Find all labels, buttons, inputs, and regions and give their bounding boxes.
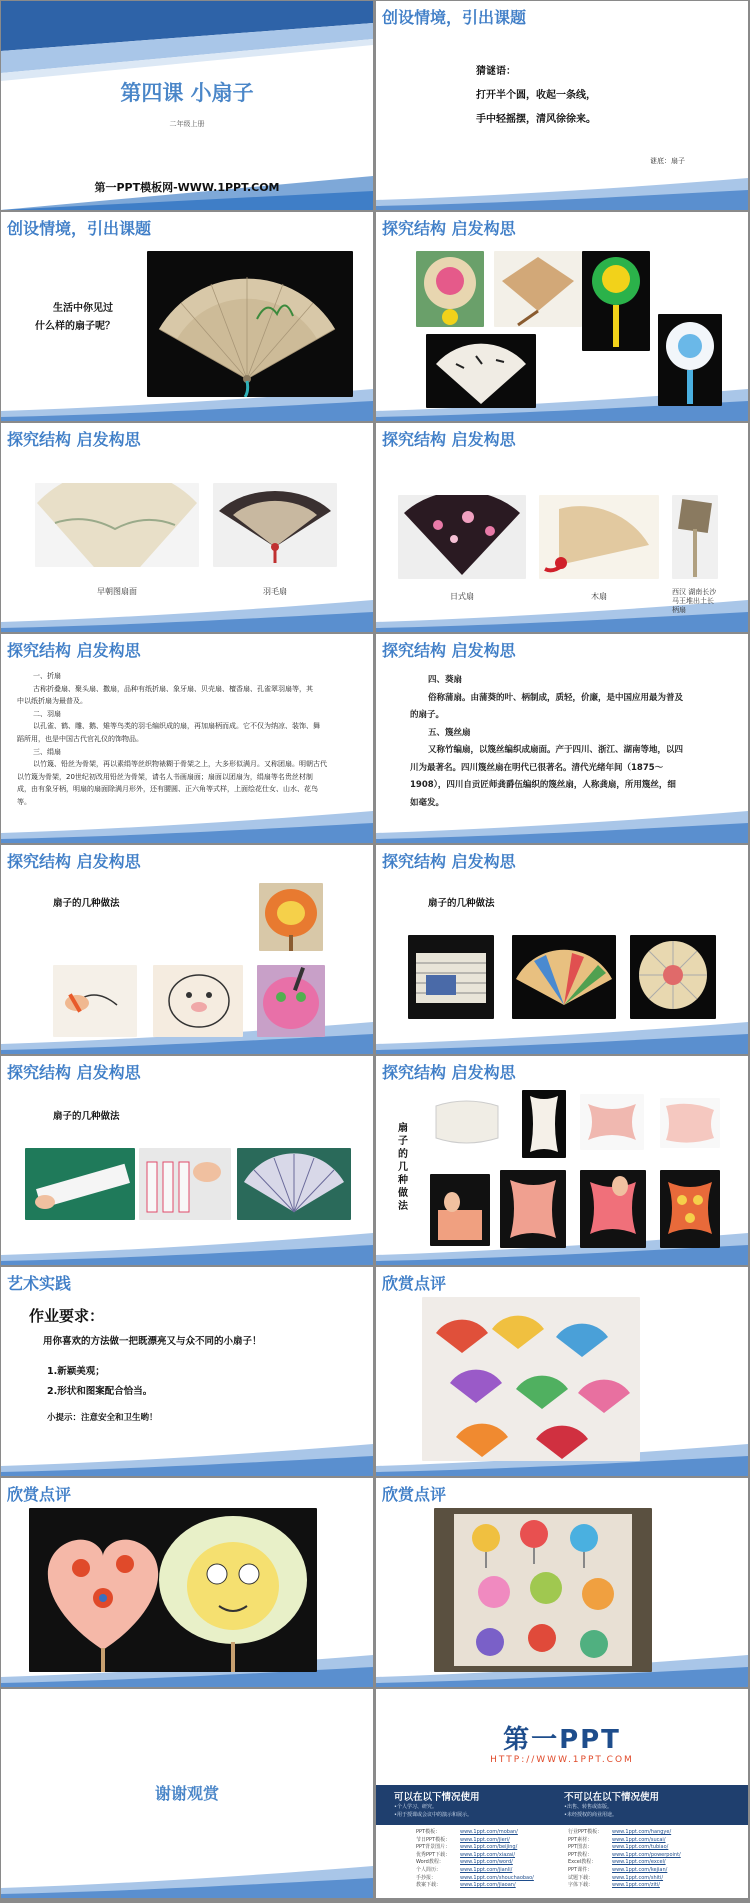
duck-fan-image [582,251,650,351]
paper-shape-1-image [430,1094,504,1150]
resource-link-label: 优秀PPT下载： [416,1851,451,1858]
resource-link-row [416,1859,566,1867]
resource-link-row [416,1882,566,1890]
question-line-2: 什么样的扇子呢？ [35,321,115,332]
resource-link-label: 个人简历： [416,1866,442,1873]
student-fan-board-image [434,1508,652,1672]
text-line: 以竹篾、铅丝为骨架，再以素绢等丝织物裱糊于骨架之上，大多形似满月。又称团扇。明朝古代 [33,760,327,769]
japanese-fan-image [398,495,526,579]
resource-link-url[interactable]: www.1ppt.com/jianli/ [460,1866,513,1873]
resource-link-label: PPT图表： [568,1844,593,1851]
footer-wave [1,1225,373,1265]
caption-han-fan-1: 西汉 湖南长沙 [672,588,717,596]
resource-link-row [568,1829,738,1837]
slide-3[interactable] [1,212,373,421]
student-fan-wall-image [422,1297,640,1461]
caption-han-fan-3: 柄扇 [672,606,686,614]
text-line: 俗称蒲扇。由蒲葵的叶、柄制成，质轻，价廉，是中国应用最为普及 [428,692,684,703]
text-line: 如毫发。 [410,797,445,808]
lesson-title: 第四课 小扇子 [120,81,254,105]
calligraphy-fan-image [426,334,536,408]
heart-and-lion-fans-image [29,1508,317,1672]
text-line: 一、折扇 [33,672,61,680]
slide-13[interactable] [1,1267,373,1476]
footer-wave [1,803,373,843]
slide-title: 探究结构 启发构思 [7,430,141,449]
paper-shape-3-image [580,1094,644,1150]
footer-wave [376,170,748,210]
resource-link-url[interactable]: www.1ppt.com/tubiao/ [612,1844,669,1851]
cutting-step-3-image [580,1170,646,1248]
resource-links-left [416,1829,566,1890]
slide-16[interactable] [376,1478,748,1687]
slide-12[interactable] [376,1056,748,1265]
text-line: 川为最著名。四川篾丝扇在明代已很著名。清代光绪年间（1875～ [410,762,664,773]
text-line: 1908），四川自贡匠师龚爵伍编织的篾丝扇，人称龚扇，所用篾丝，细 [410,780,676,790]
slide-title: 探究结构 启发构思 [382,641,516,660]
long-handle-fan-image [672,495,718,579]
paper-shape-2-image [522,1090,566,1158]
brand-url: HTTP://WWW.1PPT.COM [490,1755,634,1765]
round-paper-fan-image [630,935,716,1019]
text-line: 以孔雀、鹤、雕、鹅、雉等鸟类的羽毛编织成的扇，再加扇柄而成。它不仅为纳凉、装饰、舞 [33,722,320,731]
slide-11[interactable] [1,1056,373,1265]
resource-link-url[interactable]: www.1ppt.com/jiaoan/ [460,1882,516,1889]
method-label: 扇子的几种做法 [53,1111,120,1122]
caption-han-fan-2: 马王堆出土长 [672,597,714,605]
resource-link-url[interactable]: www.1ppt.com/powerpoint/ [612,1851,681,1858]
drawing-step-3-image [257,965,325,1037]
slide-9[interactable] [1,845,373,1054]
text-line: 又称竹编扇，以篾丝编织成扇面。产于四川、浙江、湖南等地，以四 [428,745,684,755]
slide-15[interactable] [1,1478,373,1687]
resource-link-url[interactable]: www.1ppt.com/shouchaobao/ [460,1874,534,1881]
slide-6[interactable] [376,423,748,632]
cannot-use-head: 不可以在以下情况使用 [564,1792,660,1803]
slide-title: 欣赏点评 [382,1485,447,1504]
slide-4[interactable] [376,212,748,421]
slide-14[interactable] [376,1267,748,1476]
grade-label: 二年级上册 [169,120,205,128]
woven-fan-image [494,251,582,327]
round-fan-image [658,314,722,406]
wooden-fan-image [539,495,659,579]
text-line: 的扇子。 [410,710,445,720]
resource-link-row [568,1882,738,1890]
riddle-head: 猜谜语： [476,66,516,77]
method-label: 扇子的几种做法 [53,898,120,909]
text-line: 五、篾丝扇 [428,727,471,738]
resource-link-row [416,1829,566,1837]
slide-10[interactable] [376,845,748,1054]
footer-wave [1,592,373,632]
resource-link-label: PPT课件： [568,1866,593,1873]
text-line: 等。 [17,797,31,806]
license-panel [376,1785,748,1825]
resource-link-url[interactable]: www.1ppt.com/xiazai/ [460,1851,516,1858]
can-use-line-2: •用于授课或会议中的演示和展示。 [394,1812,472,1818]
caption-japanese-fan: 日式扇 [450,592,474,601]
slide-title: 探究结构 启发构思 [382,219,516,238]
resource-link-label: 行业PPT模板： [568,1829,603,1835]
drawing-step-1-image [53,965,137,1037]
text-line: 蹈所用，也是中国古代官礼仪的饰物品。 [17,734,143,743]
resource-link-url[interactable]: www.1ppt.com/ziti/ [612,1882,660,1889]
text-line: 成，由有象牙柄，明扇的扇面除满月形外，还有腰圆、正六角等式样，上面绘花仕女、山水、花鸟 [17,785,318,794]
requirement-1: 1.新颖美观； [47,1366,105,1377]
cannot-use-line-2: •未经授权的商业用途。 [564,1812,617,1818]
footer-wave [1,1858,373,1898]
resource-link-url[interactable]: www.1ppt.com/sucai/ [612,1836,666,1843]
resource-link-url[interactable]: www.1ppt.com/beijing/ [460,1844,518,1851]
pleated-fan-image [512,935,616,1019]
resource-links-right [568,1829,738,1890]
spreading-fan-image [237,1148,351,1220]
cartoon-fan-image [416,251,484,327]
text-line: 古称折叠扇、聚头扇、撒扇，品种有纸折扇、象牙扇、贝壳扇、檀香扇、孔雀翠羽扇等，其 [33,684,313,693]
slide-5[interactable] [1,423,373,632]
text-line: 三、绢扇 [33,747,61,756]
resource-link-label: PPT背景图片： [416,1844,451,1851]
riddle-answer: 谜底：扇子 [650,157,685,165]
can-use-line-1: •个人学习、研究。 [394,1804,437,1810]
question-line-1: 生活中你见过 [53,303,113,314]
thanks-text: 谢谢观赏 [154,1784,219,1803]
homework-task: 用你喜欢的方法做一把既漂亮又与众不同的小扇子！ [43,1336,262,1347]
can-use-head: 可以在以下情况使用 [394,1792,480,1803]
safety-tip: 小提示：注意安全和卫生哟！ [47,1413,158,1423]
slide-title: 艺术实践 [7,1274,72,1293]
resource-link-label: 手抄报： [416,1874,437,1881]
slide-2[interactable] [376,1,748,210]
paper-shape-4-image [660,1098,720,1148]
resource-link-label: 试题下载： [568,1874,594,1881]
caption-wooden-fan: 木扇 [591,592,607,601]
folding-paper-image [408,935,494,1019]
slide-title: 创设情境，引出课题 [382,8,527,27]
slide-title: 探究结构 启发构思 [382,430,516,449]
cannot-use-line-1: •出售、转售或盗版。 [564,1804,612,1810]
resource-link-label: PPT教程： [568,1851,593,1858]
resource-link-row [568,1859,738,1867]
resource-link-label: Word教程： [416,1859,444,1866]
resource-link-row [416,1844,566,1852]
text-line: 中以纸折扇为最普及。 [17,697,87,706]
slide-title: 探究结构 启发构思 [7,1063,141,1082]
resource-link-url[interactable]: www.1ppt.com/kejian/ [612,1866,668,1873]
homework-head: 作业要求： [29,1307,105,1325]
resource-link-row [568,1844,738,1852]
caption-painted-fan: 早朝图扇面 [97,587,137,596]
drawing-step-2-image [153,965,243,1037]
slide-title: 探究结构 启发构思 [382,1063,516,1082]
slide-title: 探究结构 启发构思 [7,641,141,660]
requirement-2: 2.形状和图案配合恰当。 [47,1386,153,1397]
cutting-step-2-image [500,1170,566,1248]
riddle-line-2: 手中轻摇摆，清风徐徐来。 [476,114,596,125]
method-vertical-label: 扇子的几种做法 [398,1123,408,1212]
sandalwood-fan-image [147,251,353,397]
site-label: 第一PPT模板网-WWW.1PPT.COM [94,181,280,194]
cutting-step-4-image [660,1170,720,1248]
text-line: 四、葵扇 [428,675,463,685]
resource-link-url[interactable]: www.1ppt.com/shiti/ [612,1874,664,1881]
slide-title: 欣赏点评 [382,1274,447,1293]
slide-7[interactable] [1,634,373,843]
slide-17[interactable] [1,1689,373,1898]
cutting-step-1-image [430,1174,490,1246]
resource-link-row [568,1867,738,1875]
resource-link-url[interactable]: www.1ppt.com/hangye/ [612,1829,672,1835]
resource-link-label: 字体下载： [568,1882,594,1889]
fan-types-text-2 [410,672,740,812]
resource-link-row [416,1867,566,1875]
text-line: 二、羽扇 [33,709,61,718]
fan-types-text [17,670,363,809]
gluing-sticks-image [139,1148,231,1220]
resource-link-url[interactable]: www.1ppt.com/jieri/ [460,1836,510,1843]
slide-8[interactable] [376,634,748,843]
rolling-paper-image [25,1148,135,1220]
slide-18[interactable] [376,1689,748,1898]
resource-link-label: Excel教程： [568,1859,597,1866]
painted-fan-result-image [259,883,323,951]
footer-wave [1,1436,373,1476]
slide-title: 探究结构 启发构思 [7,852,141,871]
footer-wave [376,1014,748,1054]
caption-feather-fan: 羽毛扇 [263,587,287,596]
resource-link-label: 教案下载： [416,1882,442,1889]
slide-title: 探究结构 启发构思 [382,852,516,871]
resource-link-url[interactable]: www.1ppt.com/word/ [460,1859,513,1866]
riddle-line-1: 打开半个圆，收起一条线， [476,90,596,101]
resource-link-label: 节日PPT模板： [416,1836,451,1843]
resource-link-label: PPT素材： [568,1836,593,1843]
method-label: 扇子的几种做法 [428,898,495,909]
resource-link-url[interactable]: www.1ppt.com/excel/ [612,1859,666,1866]
resource-link-label: PPT模板： [416,1829,441,1835]
brand-logo: 第一PPT [503,1725,621,1755]
slide-1[interactable] [1,1,373,210]
slide-title: 创设情境，引出课题 [7,219,152,238]
text-line: 以竹篾为骨架，20世纪初改用铅丝为骨架，请名人书画扇面；扇面以团扇为，绢扇等名贵丝材制 [17,772,313,781]
resource-link-url[interactable]: www.1ppt.com/moban/ [460,1829,518,1835]
slide-title: 欣赏点评 [7,1485,72,1504]
painted-fan-leaf-image [35,483,199,567]
feather-fan-image [213,483,337,567]
